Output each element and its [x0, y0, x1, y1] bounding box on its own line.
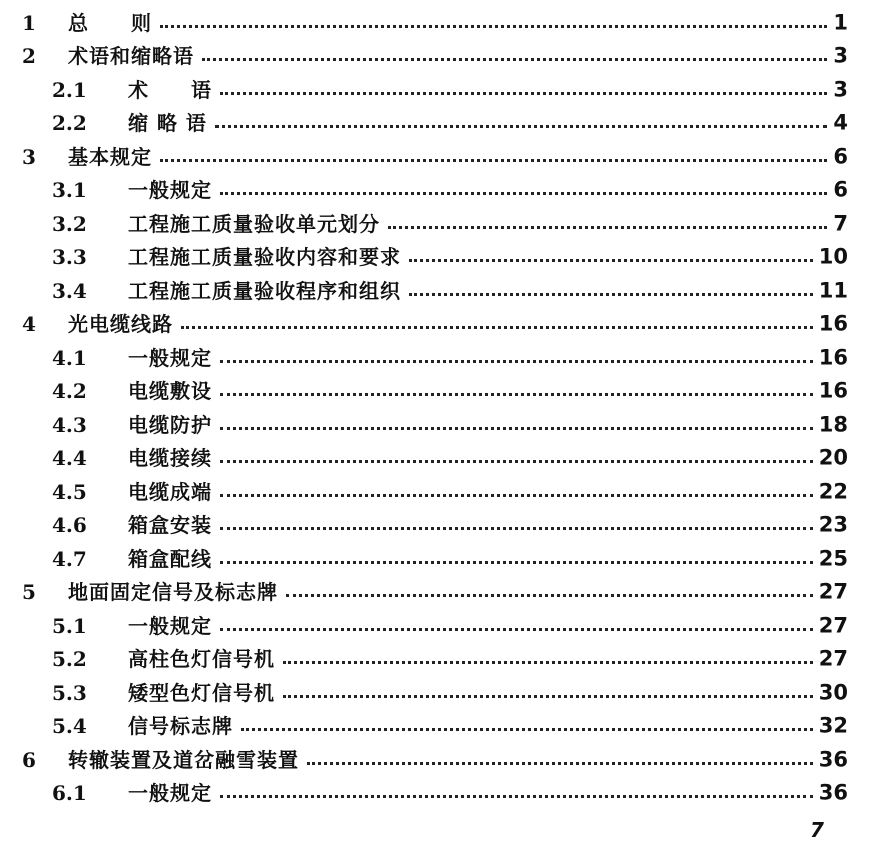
- toc-entry-page: 27: [818, 579, 848, 604]
- toc-entry-page: 16: [818, 378, 848, 403]
- dot-leader: [220, 494, 813, 497]
- toc-entry-title: 电缆接续: [128, 446, 212, 471]
- toc-entry-title: 箱盒配线: [128, 546, 212, 571]
- toc-entry-number: 3.1: [52, 178, 87, 203]
- toc-entry-title: 高柱色灯信号机: [128, 647, 275, 672]
- toc-entry-title: 一般规定: [128, 781, 212, 806]
- toc-entry-page: 4: [833, 110, 848, 135]
- toc-entry-page: 22: [818, 479, 848, 504]
- dot-leader: [181, 326, 813, 329]
- toc-entry: [0, 475, 870, 509]
- toc-entry: [0, 676, 870, 710]
- toc-entry-title: 电缆成端: [128, 479, 212, 504]
- toc-entry-page: 32: [818, 713, 848, 738]
- toc-entry-title: 信号标志牌: [128, 714, 233, 739]
- toc-entry-title: 光电缆线路: [68, 312, 173, 337]
- toc-entry-number: 5.1: [52, 613, 87, 638]
- toc-entry-page: 3: [833, 43, 848, 68]
- dot-leader: [409, 293, 813, 296]
- toc-entry: [0, 542, 870, 576]
- dot-leader: [215, 125, 827, 128]
- toc-entry-number: 5: [22, 580, 36, 605]
- toc-entry: [0, 375, 870, 409]
- dot-leader: [283, 695, 813, 698]
- toc-entry-page: 7: [833, 211, 848, 236]
- dot-leader: [220, 427, 813, 430]
- toc-entry-number: 4.3: [52, 412, 87, 437]
- dot-leader: [220, 628, 813, 631]
- toc-entry-title: 一般规定: [128, 613, 212, 638]
- toc-entry-page: 1: [833, 10, 848, 35]
- toc-entry: [0, 710, 870, 744]
- toc-entry-page: 3: [833, 77, 848, 102]
- toc-entry: [0, 576, 870, 610]
- toc-entry: [0, 743, 870, 777]
- toc-entry-number: 4.1: [52, 345, 87, 370]
- toc-entry-title: 矮型色灯信号机: [128, 680, 275, 705]
- dot-leader: [409, 259, 813, 262]
- toc-entry-page: 6: [833, 144, 848, 169]
- toc-entry: [0, 40, 870, 74]
- toc-entry: [0, 241, 870, 275]
- toc-entry-title: 箱盒安装: [128, 513, 212, 538]
- toc-entry-number: 2.1: [52, 77, 87, 102]
- toc-entry: [0, 777, 870, 811]
- toc-entry-number: 4: [22, 312, 36, 337]
- toc-entry: [0, 274, 870, 308]
- toc-entry-number: 4.6: [52, 513, 87, 538]
- toc-entry: [0, 408, 870, 442]
- dot-leader: [220, 561, 813, 564]
- toc-entry: [0, 140, 870, 174]
- toc-entry-title: 术语和缩略语: [68, 44, 194, 69]
- toc-entry-title: 电缆防护: [128, 412, 212, 437]
- toc-entry: [0, 6, 870, 40]
- toc-entry-page: 11: [818, 278, 848, 303]
- toc-entry-number: 3.2: [52, 211, 87, 236]
- page-folio: 7: [810, 818, 824, 842]
- toc-entry-number: 4.4: [52, 446, 87, 471]
- dot-leader: [220, 795, 813, 798]
- dot-leader: [286, 594, 813, 597]
- table-of-contents: [0, 6, 870, 810]
- toc-entry-page: 36: [818, 780, 848, 805]
- toc-entry-number: 4.5: [52, 479, 87, 504]
- toc-entry-page: 18: [818, 412, 848, 437]
- dot-leader: [220, 360, 813, 363]
- toc-entry-number: 4.7: [52, 546, 87, 571]
- toc-entry-title: 一般规定: [128, 178, 212, 203]
- toc-entry-title: 一般规定: [128, 345, 212, 370]
- toc-entry-number: 5.2: [52, 647, 87, 672]
- toc-entry-number: 5.4: [52, 714, 87, 739]
- toc-entry-title: 地面固定信号及标志牌: [68, 580, 278, 605]
- dot-leader: [202, 58, 827, 61]
- toc-entry: [0, 341, 870, 375]
- toc-entry-title: 转辙装置及道岔融雪装置: [68, 747, 299, 772]
- dot-leader: [283, 661, 813, 664]
- toc-entry-title: 工程施工质量验收内容和要求: [128, 245, 401, 270]
- toc-entry-page: 16: [818, 311, 848, 336]
- toc-entry-page: 25: [818, 546, 848, 571]
- dot-leader: [220, 92, 827, 95]
- toc-entry-title: 工程施工质量验收程序和组织: [128, 278, 401, 303]
- toc-entry-page: 27: [818, 613, 848, 638]
- dot-leader: [241, 728, 813, 731]
- toc-entry-number: 4.2: [52, 379, 87, 404]
- toc-entry: [0, 174, 870, 208]
- toc-entry-title: 电缆敷设: [128, 379, 212, 404]
- toc-entry-number: 6.1: [52, 781, 87, 806]
- toc-entry: [0, 308, 870, 342]
- toc-entry: [0, 442, 870, 476]
- toc-entry-page: 30: [818, 680, 848, 705]
- toc-entry: [0, 73, 870, 107]
- dot-leader: [220, 192, 827, 195]
- toc-entry-page: 6: [833, 177, 848, 202]
- toc-entry-title: 总 则: [68, 10, 152, 35]
- toc-entry-number: 2.2: [52, 111, 87, 136]
- toc-entry-number: 1: [22, 10, 36, 35]
- dot-leader: [160, 159, 827, 162]
- dot-leader: [220, 527, 813, 530]
- dot-leader: [220, 460, 813, 463]
- toc-entry-number: 3.3: [52, 245, 87, 270]
- toc-entry-number: 3: [22, 144, 36, 169]
- toc-entry: [0, 609, 870, 643]
- toc-entry: [0, 643, 870, 677]
- toc-entry-number: 2: [22, 44, 36, 69]
- toc-entry-number: 5.3: [52, 680, 87, 705]
- dot-leader: [220, 393, 813, 396]
- toc-entry-title: 术 语: [128, 77, 212, 102]
- toc-entry-title: 缩 略 语: [128, 111, 207, 136]
- toc-entry-page: 10: [818, 244, 848, 269]
- toc-entry-page: 20: [818, 445, 848, 470]
- toc-entry: [0, 509, 870, 543]
- toc-entry-page: 23: [818, 512, 848, 537]
- dot-leader: [307, 762, 813, 765]
- toc-entry: [0, 207, 870, 241]
- toc-entry-page: 27: [818, 646, 848, 671]
- toc-entry-number: 3.4: [52, 278, 87, 303]
- toc-entry-page: 16: [818, 345, 848, 370]
- toc-entry-page: 36: [818, 747, 848, 772]
- toc-entry-title: 工程施工质量验收单元划分: [128, 211, 380, 236]
- dot-leader: [160, 25, 827, 28]
- toc-entry: [0, 107, 870, 141]
- toc-entry-title: 基本规定: [68, 144, 152, 169]
- toc-entry-number: 6: [22, 747, 36, 772]
- dot-leader: [388, 226, 827, 229]
